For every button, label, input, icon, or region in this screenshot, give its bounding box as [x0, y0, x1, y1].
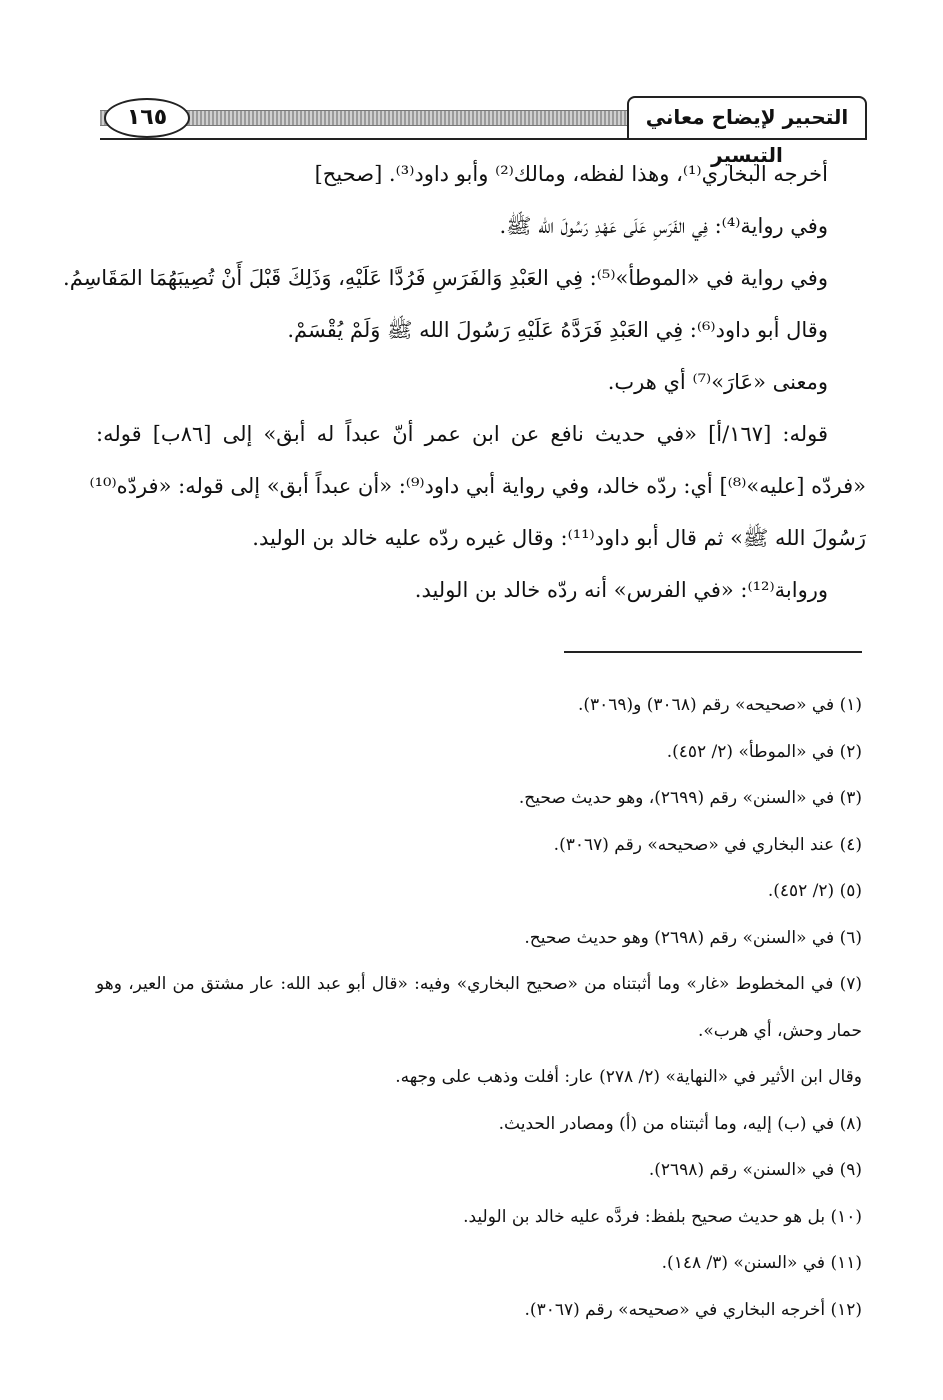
footnote: (١) في «صحيحه» رقم (٣٠٦٨) و(٣٠٦٩). — [577, 695, 862, 715]
main-line: قوله: [١٦٧/أ] «في حديث نافع عن ابن عمر أنّ عبداً له أبق» إلى [٨٦ب] قوله: — [96, 422, 828, 446]
page-number: ١٦٥ — [104, 98, 190, 138]
footnote: (٧) في المخطوط «غار» وما أثبتناه من «صحيح البخاري» وفيه: «قال أبو عبد الله: عار مشتق من العير، وهو — [96, 974, 862, 994]
main-line: «فردّه [عليه»⁨⁽⁸⁾⁩] أي: ردّه خالد، وفي رواية أبي داود⁨⁽⁹⁾⁩: «أن عبداً أبق» إلى قوله: «فردّه⁨⁽¹⁰⁾⁩ — [89, 474, 866, 498]
page-header — [90, 96, 867, 167]
footnote: (٢) في «الموطأ» (٢/ ٤٥٢). — [666, 741, 862, 762]
footnotes — [96, 682, 862, 1333]
main-line: رَسُولَ الله ﷺ» ثم قال أبو داود⁨⁽¹¹⁾⁩: وقال غيره ردّه عليه خالد بن الوليد. — [252, 526, 866, 550]
footnote: (٣) في «السنن» رقم (٢٦٩٩)، وهو حديث صحيح. — [518, 788, 862, 808]
main-line: أخرجه البخاري⁨⁽¹⁾⁩، وهذا لفظه، ومالك⁨⁽²⁾⁩ وأبو داود⁨⁽³⁾⁩. [صحيح] — [314, 162, 828, 186]
footnote-continuation: حمار وحش، أي هرب». — [698, 1020, 862, 1041]
footnote: (٦) في «السنن» رقم (٢٦٩٨) وهو حديث صحيح. — [524, 927, 862, 948]
footnote: (٩) في «السنن» رقم (٢٦٩٨). — [648, 1160, 862, 1180]
footnote: (١١) في «السنن» (٣/ ١٤٨). — [661, 1253, 862, 1273]
main-line: وقال أبو داود⁨⁽⁶⁾⁩: فِي العَبْدِ فَرَدَّهُ عَلَيْهِ رَسُولَ الله ﷺ وَلَمْ يُقْسَمْ. — [287, 318, 828, 342]
main-line: وروابة⁨⁽¹²⁾⁩: «في الفرس» أنه ردّه خالد بن الوليد. — [414, 578, 828, 602]
book-title: التحبير لإيضاح معاني التيسير — [627, 96, 867, 140]
footnote-divider — [564, 651, 862, 653]
footnote-continuation: وقال ابن الأثير في «النهاية» (٢/ ٢٧٨) عار: أفلت وذهب على وجهه. — [395, 1067, 862, 1087]
main-text — [63, 148, 866, 616]
footnote: (٤) عند البخاري في «صحيحه» رقم (٣٠٦٧). — [553, 834, 862, 855]
main-line: وفي رواية في «الموطأ»⁨⁽⁵⁾⁩: فِي العَبْدِ وَالفَرَسِ فَرُدَّا عَلَيْهِ، وَذَلِكَ قَبْلَ أَنْ تُصِيبَهُمَا المَقَاسِمُ. — [63, 266, 828, 290]
main-line: وفي رواية⁨⁽⁴⁾⁩: فِي الفَرَسِ عَلَى عَهْدِ رَسُولَ الله ﷺ. — [499, 214, 828, 238]
footnote: (٨) في (ب) إليه، وما أثبتناه من (أ) ومصادر الحديث. — [498, 1113, 862, 1134]
footnote: (٥) (٢/ ٤٥٢). — [767, 881, 862, 901]
footnote: (١٢) أخرجه البخاري في «صحيحه» رقم (٣٠٦٧). — [524, 1299, 862, 1320]
footnote: (١٠) بل هو حديث صحيح بلفظ: فردَّه عليه خالد بن الوليد. — [463, 1206, 862, 1227]
main-line: ومعنى «عَارَ»⁨⁽⁷⁾⁩ أي هرب. — [607, 370, 828, 394]
